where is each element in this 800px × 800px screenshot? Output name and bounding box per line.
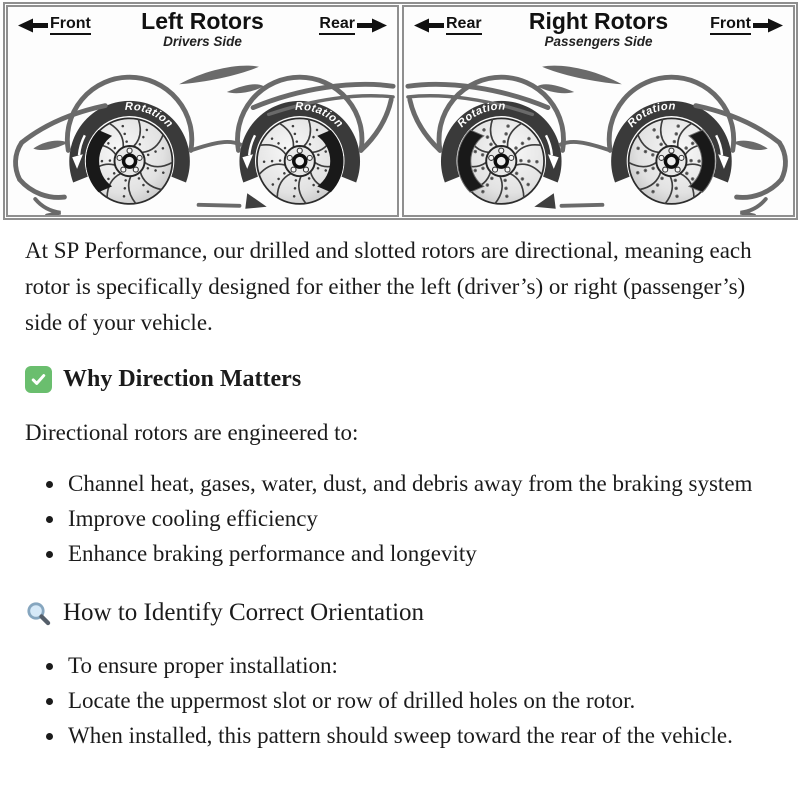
arrow-left-icon — [414, 18, 444, 33]
arrow-right-icon — [357, 18, 387, 33]
lead-sentence: Directional rotors are engineered to: — [25, 420, 359, 445]
panel-title: Right Rotors — [528, 8, 669, 34]
intro-paragraph: At SP Performance, our drilled and slotted rotors are directional, meaning each rotor is specifically designed for either the left (driver’s) or right (passenger’s) side of your vehicle. — [25, 238, 752, 335]
direction-label-text: Front — [50, 16, 91, 35]
rear-direction-label — [319, 16, 387, 35]
rear-direction-label — [414, 16, 482, 35]
heading-text: Why Direction Matters — [63, 366, 302, 392]
list-item: • Improve cooling efficiency — [66, 501, 773, 536]
front-direction-label — [18, 16, 91, 35]
list-item: • Channel heat, gases, water, dust, and debris away from the braking system — [66, 466, 773, 501]
rotor-direction-diagram — [3, 2, 798, 220]
list-item: • To ensure proper installation: — [66, 648, 773, 683]
panel-subtitle: Drivers Side — [163, 34, 242, 49]
direction-label-text: Rear — [319, 16, 355, 35]
car-body — [408, 66, 786, 216]
list-item: • Locate the uppermost slot or row of drilled holes on the rotor. — [66, 683, 773, 718]
article-body — [25, 233, 773, 753]
heading-text: How to Identify Correct Orientation — [63, 599, 425, 626]
benefits-list — [25, 466, 773, 571]
right-rotors-panel — [402, 5, 795, 217]
check-mark-icon — [25, 366, 52, 393]
how-to-identify-heading — [25, 597, 773, 629]
installation-steps-list — [25, 648, 773, 753]
why-direction-matters-heading — [25, 363, 773, 395]
direction-label-text: Front — [710, 16, 751, 35]
left-car-illustration — [8, 59, 397, 217]
panel-subtitle: Passengers Side — [544, 34, 653, 49]
front-direction-label — [710, 16, 783, 35]
rotation-label: Rotation — [455, 100, 506, 131]
rotation-label: Rotation — [625, 100, 676, 131]
rotation-label: Rotation — [295, 101, 346, 131]
direction-label-text: Rear — [446, 16, 482, 35]
list-item: • Enhance braking performance and longevity — [66, 536, 773, 571]
left-rotors-panel — [6, 5, 399, 217]
magnifying-glass-icon — [25, 600, 52, 627]
panel-title: Left Rotors — [141, 8, 264, 34]
right-car-illustration — [404, 59, 793, 217]
rotation-label: Rotation — [124, 101, 176, 131]
arrow-right-icon — [753, 18, 783, 33]
list-item: • When installed, this pattern should sweep toward the rear of the vehicle. — [66, 718, 773, 753]
arrow-left-icon — [18, 18, 48, 33]
